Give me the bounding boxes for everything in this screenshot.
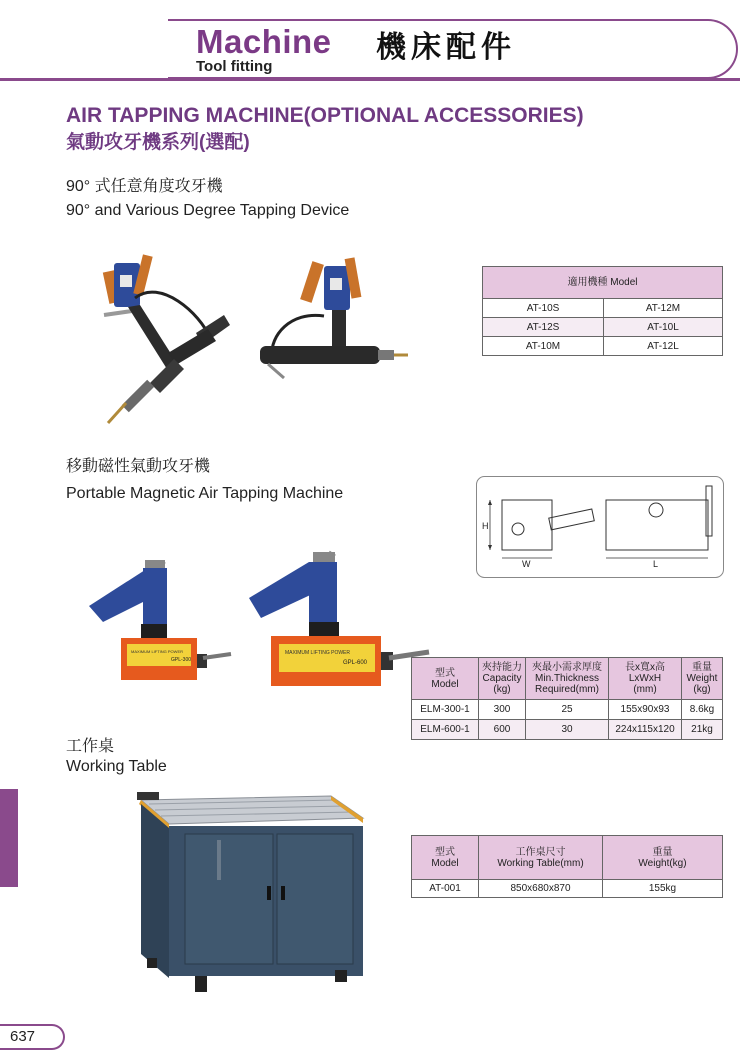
table-cell: 850x680x870 — [479, 880, 603, 898]
table-header-weight: 重量 Weight (kg) — [682, 658, 723, 700]
dim-w-label: W — [522, 559, 531, 569]
working-table-image — [135, 790, 370, 1000]
section1-title-en: 90° and Various Degree Tapping Device — [66, 202, 350, 219]
table-cell: AT-10S — [483, 299, 604, 318]
tapping-arm-image-2 — [250, 256, 410, 396]
table-header-model: 型式 Model — [412, 658, 479, 700]
table-header-model: 型式 Model — [412, 836, 479, 880]
table-cell: 8.6kg — [682, 700, 723, 720]
section2-title-en: Portable Magnetic Air Tapping Machine — [66, 485, 344, 502]
side-tab — [0, 789, 18, 887]
magnet-small-label-text: MAXIMUM LIFTING POWER — [131, 649, 183, 654]
table-cell: 25 — [526, 700, 609, 720]
magnet-small-model-label: GPL-300 — [171, 657, 192, 663]
table-cell: AT-12S — [483, 318, 604, 337]
magnetic-spec-table — [411, 657, 723, 740]
table-header-thickness: 夾最小需求厚度 Min.Thickness Required(mm) — [526, 658, 609, 700]
section1-title-cjk: 90° 式任意角度攻牙機 — [66, 178, 223, 195]
table-header-capacity: 夾持能力 Capacity (kg) — [479, 658, 526, 700]
working-table-spec-table — [411, 835, 723, 898]
table-cell: 155kg — [603, 880, 723, 898]
page-title: AIR TAPPING MACHINE(OPTIONAL ACCESSORIES) — [66, 104, 584, 127]
brand-subtitle: Tool fitting — [196, 58, 273, 75]
dimension-diagram — [476, 476, 724, 578]
magnet-large-model-label: GPL-600 — [343, 660, 368, 666]
model-table-header: 適用機種 Model — [483, 267, 723, 299]
table-cell: AT-10M — [483, 337, 604, 356]
table-cell: AT-001 — [412, 880, 479, 898]
magnetic-tapper-large-image — [245, 548, 435, 698]
brand-title-cjk: 機床配件 — [376, 31, 516, 64]
brand-title: Machine — [196, 23, 332, 60]
table-cell: AT-12M — [604, 299, 723, 318]
page-number: 637 — [10, 1028, 36, 1045]
table-cell: 300 — [479, 700, 526, 720]
table-header-dimensions: 長x寬x高 LxWxH (mm) — [609, 658, 682, 700]
table-cell: AT-12L — [604, 337, 723, 356]
model-table — [482, 266, 723, 356]
magnetic-tapper-small-image — [85, 558, 235, 688]
table-cell: ELM-300-1 — [412, 700, 479, 720]
table-cell: ELM-600-1 — [412, 720, 479, 740]
dim-l-label: L — [653, 559, 659, 569]
section3-title-cjk: 工作桌 — [66, 738, 115, 755]
section2-title-cjk: 移動磁性氣動攻牙機 — [66, 458, 211, 475]
table-cell: 600 — [479, 720, 526, 740]
dim-h-label: H — [482, 521, 489, 531]
page-title-cjk: 氣動攻牙機系列(選配) — [66, 132, 250, 153]
table-cell: AT-10L — [604, 318, 723, 337]
header-rule — [0, 78, 740, 81]
table-cell: 21kg — [682, 720, 723, 740]
table-header-weight: 重量 Weight(kg) — [603, 836, 723, 880]
table-header-size: 工作桌尺寸 Working Table(mm) — [479, 836, 603, 880]
magnet-large-label-text: MAXIMUM LIFTING POWER — [285, 650, 350, 656]
table-cell: 30 — [526, 720, 609, 740]
table-cell: 155x90x93 — [609, 700, 682, 720]
section3-title-en: Working Table — [66, 758, 167, 775]
tapping-arm-image-1 — [90, 253, 240, 428]
table-cell: 224x115x120 — [609, 720, 682, 740]
